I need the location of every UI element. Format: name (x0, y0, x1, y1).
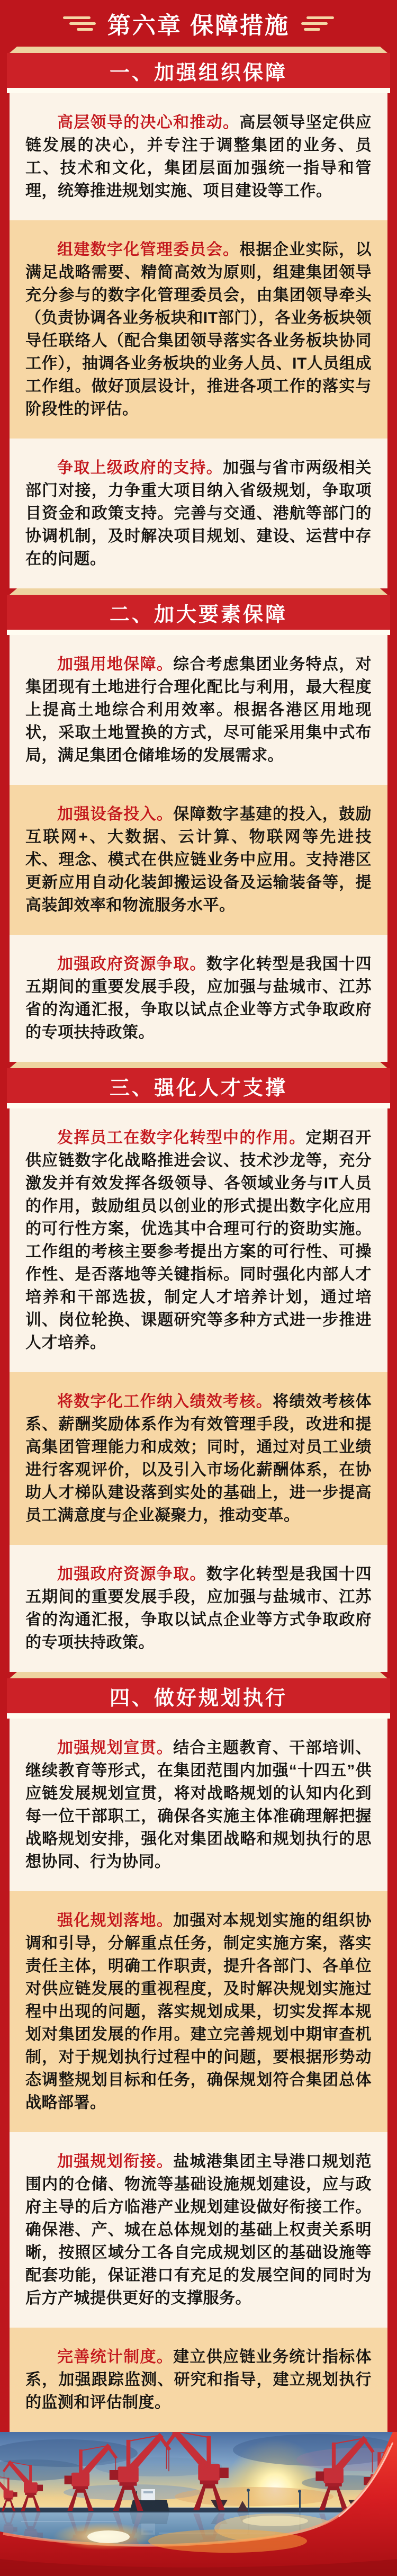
card-body-text: 综合考虑集团业务特点，对集团现有土地进行合理化配比与利用，最大程度上提高土地综合利用效率。根据各港区用地现状，采取土地置换的方式，尽可能采用集中式布局，满足集团仓储堆场的发展需求。 (25, 656, 372, 764)
policy-card (10, 635, 387, 785)
card-lead-text: 加强设备投入。 (57, 806, 174, 823)
ribbon-strip (10, 1672, 387, 1678)
section-banner-title: 二、加大要素保障 (109, 603, 287, 626)
policy-card (10, 220, 387, 439)
banner-underline (7, 630, 390, 635)
card-body-text: 高层领导坚定供应链发展的决心，并专注于调整集团的业务、员工、技术和文化，集团层面加强统一指导和管理，统筹推进规划实施、项目建设等工作。 (25, 114, 372, 200)
triple-lines-icon (63, 16, 94, 31)
section-cards (0, 1719, 397, 2432)
card-paragraph (25, 1909, 372, 2114)
card-paragraph (25, 457, 372, 570)
card-body-text: 加强对本规划实施的组织协调和引导，分解重点任务，制定实施方案，落实责任主体，明确工作职责，提升各部门、各单位对供应链发展的重视程度，及时解决规划实施过程中出现的问题，落实规划成果，切实发挥本规划对集团发展的作用。建立完善规划中期审查机制，对于规划执行过程中的问题，要根据形势动态调整规划目标和任务，确保规划符合集团总体战略部署。 (25, 1912, 372, 2112)
card-paragraph (25, 1737, 372, 1873)
banner-underline (7, 1713, 390, 1719)
ribbon-strip (10, 47, 387, 53)
policy-card (10, 1545, 387, 1672)
policy-card (10, 1108, 387, 1372)
card-paragraph (25, 111, 372, 202)
policy-card (10, 785, 387, 935)
card-lead-text: 加强规划衔接。 (57, 2153, 174, 2170)
card-body-text: 根据企业实际，以满足战略需要、精简高效为原则，组建集团领导充分参与的数字化管理委员会，由集团领导牵头（负责协调各业务板块和IT部门），各业务板块领导任联络人（配合集团领导落实各业务板块协同工作），抽调各业务板块的业务人员、IT人员组成工作组。做好顶层设计，推进各项工作的落实与阶段性的评估。 (25, 241, 372, 418)
policy-card (10, 935, 387, 1062)
banner-underline (7, 1103, 390, 1108)
card-body-text: 定期召开供应链数字化战略推进会议、技术沙龙等，充分激发并有效发挥各级领导、各领域业务与IT人员的作用，鼓励组员以创业的形式提出数字化应用的可行性方案，优选其中合理可行的资助实施。工作组的考核主要参考提出方案的可行性、可操作性、是否落地等关键指标。同时强化内部人才培养和干部选拔，制定人才培养计划，通过培训、岗位轮换、课题研究等多种方式进一步推进人才培养。 (25, 1129, 372, 1352)
card-lead-text: 争取上级政府的支持。 (57, 459, 223, 477)
card-paragraph (25, 1563, 372, 1654)
card-body-text: 数字化转型是我国十四五期间的重要发展手段，应加强与盐城市、江苏省的沟通汇报，争取以试点企业等方式争取政府的专项扶持政策。 (25, 955, 372, 1041)
card-lead-text: 组建数字化管理委员会。 (57, 241, 240, 258)
triple-lines-icon (303, 16, 334, 31)
card-body-text: 结合主题教育、干部培训、继续教育等形式，在集团范围内加强“十四五”供应链发展规划宣贯，将对战略规划的认知内化到每一位干部职工，确保各实施主体准确理解把握战略规划安排，强化对集团战略和规划执行的思想协同、行为协同。 (25, 1739, 372, 1871)
section-banner-title: 三、强化人才支撑 (109, 1077, 287, 1099)
card-lead-text: 加强政府资源争取。 (57, 955, 206, 973)
card-lead-text: 加强规划宣贯。 (57, 1739, 174, 1757)
chapter-section (0, 588, 397, 1062)
card-body-text: 加强与省市两级相关部门对接，力争重大项目纳入省级规划，争取项目资金和政策支持。完善与交通、港航等部门的协调机制，及时解决项目规划、建设、运营中存在的问题。 (25, 459, 372, 568)
page-title: 第六章 保障措施 (107, 13, 290, 39)
policy-card (10, 2328, 387, 2432)
card-lead-text: 发挥员工在数字化转型中的作用。 (57, 1129, 306, 1147)
chapter-section (0, 1062, 397, 1672)
section-banner-title: 一、加强组织保障 (109, 61, 287, 84)
card-lead-text: 加强用地保障。 (57, 656, 174, 673)
card-paragraph (25, 953, 372, 1044)
card-lead-text: 高层领导的决心和推动。 (57, 114, 240, 131)
card-body-text: 将绩效考核体系、薪酬奖励体系作为有效管理手段，改进和提高集团管理能力和成效；同时，通过对员工业绩进行客观评价，以及引入市场化薪酬体系，在协助人才梯队建设落到实处的基础上，进一步提高员工满意度与企业凝聚力，推动变革。 (25, 1393, 372, 1524)
policy-card (10, 1719, 387, 1891)
section-banner-title: 四、做好规划执行 (109, 1687, 287, 1710)
card-body-text: 建立供应链业务统计指标体系，加强跟踪监测、研究和指导，建立规划执行的监测和评估制度。 (25, 2348, 372, 2411)
policy-card (10, 2132, 387, 2328)
policy-card (10, 93, 387, 220)
card-lead-text: 强化规划落地。 (57, 1912, 174, 1929)
card-paragraph (25, 238, 372, 421)
card-lead-text: 完善统计制度。 (57, 2348, 174, 2366)
card-paragraph (25, 803, 372, 917)
policy-card (10, 439, 387, 588)
banner-underline (7, 88, 390, 93)
section-banner (7, 595, 390, 630)
card-paragraph (25, 1390, 372, 1527)
policy-card (10, 1372, 387, 1545)
card-body-text: 保障数字基建的投入，鼓励互联网+、大数据、云计算、物联网等先进技术、理念、模式在供应链业务中应用。支持港区更新应用自动化装卸搬运设备及运输装备等，提高装卸效率和物流服务水平。 (25, 806, 372, 914)
card-paragraph (25, 1126, 372, 1354)
harbor-sunset-photo (0, 2432, 397, 2576)
section-cards (0, 93, 397, 588)
policy-card (10, 1891, 387, 2132)
card-body-text: 数字化转型是我国十四五期间的重要发展手段，应加强与盐城市、江苏省的沟通汇报，争取以试点企业等方式争取政府的专项扶持政策。 (25, 1566, 372, 1651)
section-banner (7, 1678, 390, 1713)
section-banner (7, 1068, 390, 1103)
card-body-text: 盐城港集团主导港口规划范围内的仓储、物流等基础设施规划建设，应与政府主导的后方临港产业规划建设做好衔接工作。确保港、产、城在总体规划的基础上权责关系明晰，按照区域分工各自完成规划区的基础设施等配套功能，保证港口有充足的发展空间的同时为后方产城提供更好的支撑服务。 (25, 2153, 372, 2307)
card-paragraph (25, 2346, 372, 2414)
sections-container (0, 47, 397, 2432)
card-paragraph (25, 653, 372, 767)
page-header (0, 0, 397, 47)
chapter-section (0, 47, 397, 588)
section-cards (0, 1108, 397, 1672)
section-banner (7, 53, 390, 88)
ribbon-strip (10, 588, 387, 595)
ribbon-strip (10, 1062, 387, 1068)
card-lead-text: 将数字化工作纳入绩效考核。 (57, 1393, 273, 1410)
card-paragraph (25, 2150, 372, 2310)
chapter-section (0, 1672, 397, 2432)
section-cards (0, 635, 397, 1062)
card-lead-text: 加强政府资源争取。 (57, 1566, 206, 1583)
